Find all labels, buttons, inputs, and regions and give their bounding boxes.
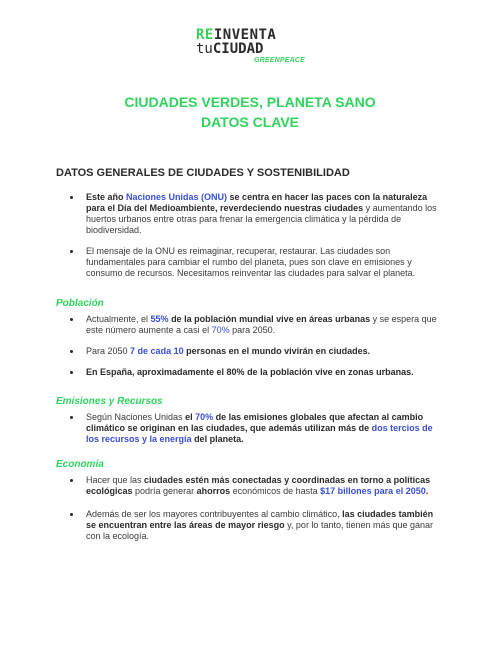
logo-inventa: INVENTA (213, 27, 277, 43)
text-run: ahorros (196, 486, 231, 496)
text-run: de la población mundial vive en áreas urbanas (168, 314, 371, 324)
text-run: económicos de hasta (230, 486, 321, 496)
text-run: 70% (211, 325, 230, 335)
bullet-icon (70, 416, 73, 419)
list-item (56, 246, 440, 279)
bullet-icon (70, 350, 73, 353)
page-subtitle: DATOS CLAVE (200, 114, 299, 130)
list-item (56, 346, 440, 357)
bullet-icon (70, 318, 73, 321)
bullet-icon (70, 371, 73, 374)
list-item (56, 412, 440, 445)
list-item (56, 367, 440, 378)
bullet-icon (70, 196, 73, 199)
text-run: . (425, 486, 429, 496)
text-run: ciudades estén más conectadas y coordinadas en torno a políticas ecológicas (86, 475, 431, 496)
general-list (56, 192, 440, 279)
bullet-icon (70, 513, 73, 516)
text-run: podría generar (132, 486, 197, 496)
text-run: dos tercios de los recursos y la energía (86, 423, 433, 444)
text-run: Para 2050 (86, 346, 131, 356)
text-run: Naciones Unidas (ONU) (126, 192, 228, 202)
text-run: Según Naciones Unidas (86, 412, 186, 422)
text-run: y se espera que este número aumente a casi el (86, 314, 437, 335)
bullet-icon (70, 250, 73, 253)
text-run: 55% (150, 314, 169, 324)
logo-ciudad: CIUDAD (212, 41, 264, 57)
text-run: el (185, 412, 196, 422)
subheading-economia: Economía (56, 459, 104, 470)
list-item (56, 475, 440, 497)
text-run: El mensaje de la ONU es reimaginar, recuperar, restaurar. Las ciudades son fundamentales para cambiar el rumbo del planeta, pues son clave en emisiones y consumo de recursos. Necesitamos reinventar las ciudades para salvar el planeta. (86, 246, 416, 278)
text-run: para 2050. (229, 325, 276, 335)
economia-list (56, 475, 440, 542)
text-run: se centra en hacer las paces con la naturaleza para el Día del Medioambiente, reverdeciendo nuestras ciudades (86, 192, 428, 213)
text-run: En España, aproximadamente el 80% de la población vive en zonas urbanas. (86, 367, 414, 377)
text-run: personas en el mundo vivirán en ciudades. (183, 346, 371, 356)
text-run: Este año (86, 192, 127, 202)
subheading-emisiones: Emisiones y Recursos (56, 396, 163, 407)
reinventa-tu-ciudad-logo (196, 28, 316, 70)
text-run: y aumentando los huertos urbanos entre otras para frenar la emergencia climática y la pérdida de biodiversidad. (86, 203, 437, 235)
poblacion-list (56, 314, 440, 378)
subheading-poblacion: Población (56, 298, 104, 309)
list-item (56, 509, 440, 542)
logo-re: RE (196, 27, 214, 43)
text-run: y, por lo tanto, tienen más que ganar con la ecología. (86, 520, 434, 541)
section-heading: DATOS GENERALES DE CIUDADES Y SOSTENIBILIDAD (56, 167, 350, 179)
greenpeace-logo: GREENPEACE (254, 57, 306, 64)
logo-tu: tu (196, 41, 213, 57)
text-run: $17 billones para el 2050 (320, 486, 426, 496)
page-title: CIUDADES VERDES, PLANETA SANO (124, 94, 376, 110)
emisiones-list (56, 412, 440, 445)
text-run: Además de ser los mayores contribuyentes al cambio climático, (86, 509, 343, 519)
text-run: Hacer que las (86, 475, 145, 485)
list-item (56, 314, 440, 336)
text-run: 7 de cada 10 (130, 346, 184, 356)
text-run: las ciudades también se encuentran entre las áreas de mayor riesgo (86, 509, 434, 530)
bullet-icon (70, 479, 73, 482)
text-run: del planeta. (191, 434, 244, 444)
logo-line-2 (196, 42, 263, 57)
text-run: Actualmente, el (86, 314, 151, 324)
text-run: de las emisiones globales que afectan al cambio climático se originan en las ciudades, que además utilizan más de (86, 412, 424, 433)
list-item (56, 192, 440, 236)
text-run: 70% (195, 412, 214, 422)
